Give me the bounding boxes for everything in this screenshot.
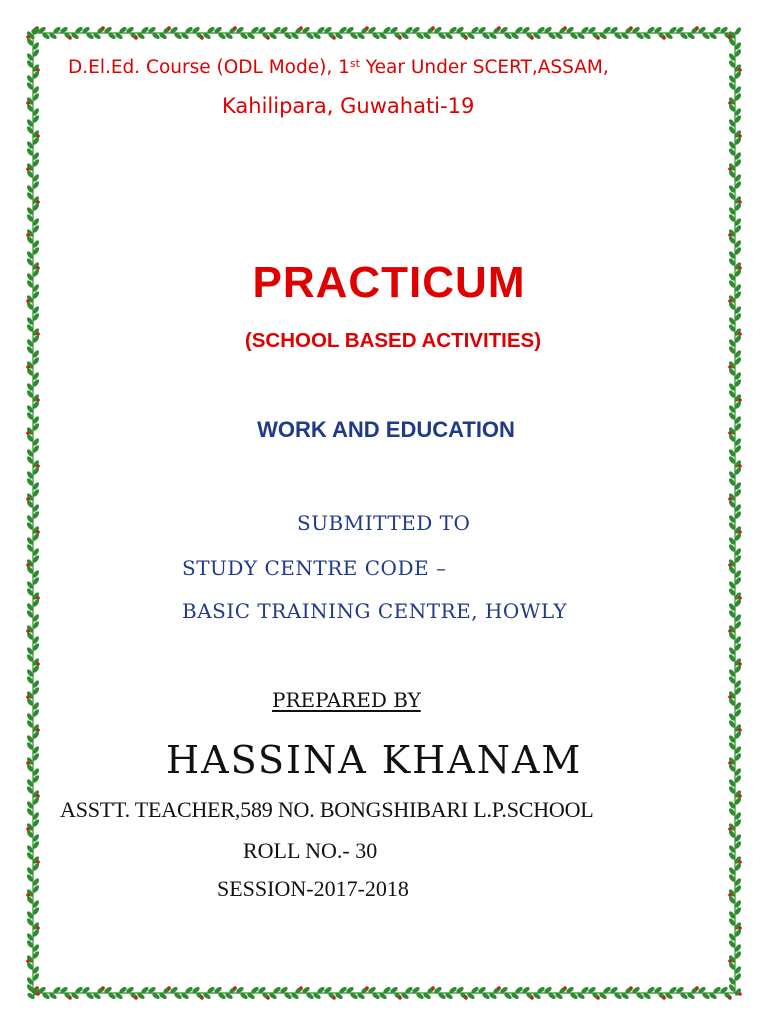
author-designation: ASSTT. TEACHER,589 NO. BONGSHIBARI L.P.SCHOOL [60, 797, 594, 822]
course-header-text-rest: Year Under SCERT,ASSAM, [359, 57, 609, 78]
roll-number: ROLL NO.- 30 [243, 838, 378, 863]
study-centre-code: STUDY CENTRE CODE – [182, 556, 447, 580]
subject-heading: WORK AND EDUCATION [257, 417, 515, 442]
author-name: HASSINA KHANAM [166, 738, 583, 782]
ordinal-superscript: st [349, 57, 360, 70]
prepared-by-label: PREPARED BY [272, 688, 421, 712]
document-title: PRACTICUM [252, 258, 526, 307]
institution-address: Kahilipara, Guwahati-19 [222, 94, 475, 118]
document-subtitle: (SCHOOL BASED ACTIVITIES) [244, 329, 542, 352]
session-years: SESSION-2017-2018 [217, 876, 409, 901]
study-centre-name: BASIC TRAINING CENTRE, HOWLY [182, 599, 568, 623]
submitted-to-label: SUBMITTED TO [297, 511, 471, 535]
course-header-text: D.El.Ed. Course (ODL Mode), 1 [68, 57, 350, 78]
course-header-line [68, 57, 609, 78]
